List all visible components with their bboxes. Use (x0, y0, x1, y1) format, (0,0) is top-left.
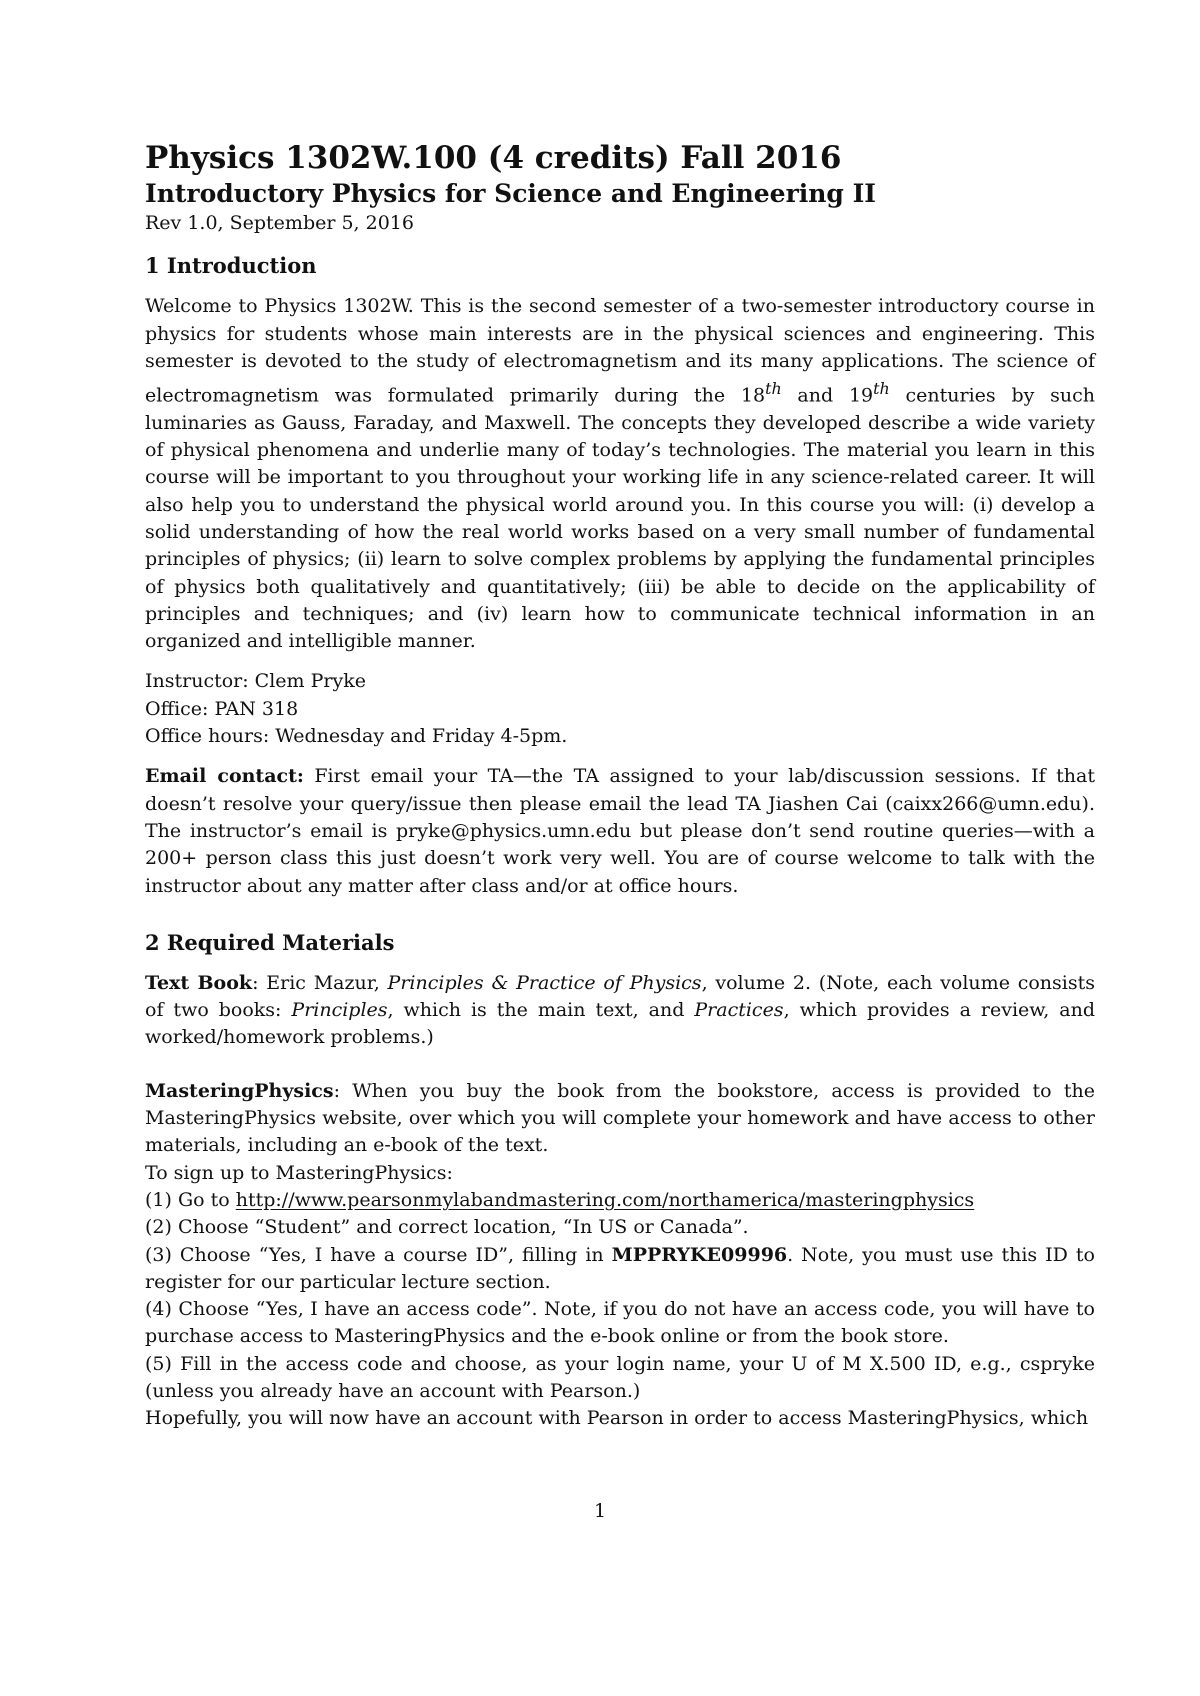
revision-line: Rev 1.0, September 5, 2016 (145, 212, 414, 234)
intro-paragraph: Welcome to Physics 1302W. This is the second semester of a two-semester introductory course in physics for students whose main interests are in the physical sciences and engineering. This semester is devoted to the study of electromagnetism and its many applications. The science of electromagnetism was formulated primarily during the 18th and 19th centuries by such luminaries as Gauss, Faraday, and Maxwell. The concepts they developed describe a wide variety of physical phenomena and underlie many of today’s technologies. The material you learn in this course will be important to you throughout your working life in any science-related career. It will also help you to understand the physical world around you. In this course you will: (i) develop a solid understanding of how the real world works based on a very small number of fundamental principles of physics; (ii) learn to solve complex problems by applying the fundamental principles of physics both qualitatively and quantitatively; (iii) be able to decide on the applicability of principles and techniques; and (iv) learn how to communicate technical information in an organized and intelligible manner. (145, 295, 1095, 653)
signup-step-5: (5) Fill in the access code and choose, as your login name, your U of M X.500 ID, e.g., cspryke (unless you already have an account with Pearson.) (145, 1352, 1095, 1403)
instructor-name: Instructor: Clem Pryke (145, 670, 366, 693)
signup-closing: Hopefully, you will now have an account with Pearson in order to access MasteringPhysics, which (145, 1407, 1089, 1430)
page-number: 1 (593, 1500, 607, 1522)
section-heading-materials: 2 Required Materials (145, 929, 395, 955)
masteringphysics-label: MasteringPhysics (145, 1079, 334, 1102)
email-contact-label: Email contact: (145, 765, 304, 788)
signup-step-3: (3) Choose “Yes, I have a course ID”, filling in MPPRYKE09996. Note, you must use this ID to register for our particular lecture section. (145, 1243, 1095, 1293)
textbook-title: Principles & Practice of Physics (387, 971, 702, 994)
document-subtitle: Introductory Physics for Science and Engineering II (145, 179, 877, 208)
instructor-info (145, 668, 1095, 750)
course-id: MPPRYKE09996 (611, 1243, 788, 1266)
textbook-paragraph: Text Book: Eric Mazur, Principles & Practice of Physics, volume 2. (Note, each volume consists of two books: Principles, which is the main text, and Practices, which provides a review, and worked/homework problems.) (145, 971, 1095, 1049)
masteringphysics-paragraph: MasteringPhysics: When you buy the book from the bookstore, access is provided to the MasteringPhysics website, over which you will complete your homework and have access to other materials, including an e-book of the text. (145, 1079, 1095, 1157)
masteringphysics-link[interactable]: http://www.pearsonmylabandmastering.com/northamerica/masteringphysics (235, 1188, 975, 1211)
office-location: Office: PAN 318 (145, 697, 299, 720)
superscript-th: th (873, 379, 890, 399)
signup-steps (145, 1160, 1095, 1433)
section-heading-introduction: 1 Introduction (145, 253, 317, 279)
office-hours: Office hours: Wednesday and Friday 4-5pm. (145, 725, 568, 748)
email-contact-paragraph: Email contact: First email your TA—the TA assigned to your lab/discussion sessions. If that doesn’t resolve your query/issue then please email the lead TA Jiashen Cai (caixx266@umn.edu). The instructor’s email is pryke@physics.umn.edu but please don’t send routine queries—with a 200+ person class this just doesn’t work very well. You are of course welcome to talk with the instructor about any matter after class and/or at office hours. (145, 765, 1095, 897)
signup-step-4: (4) Choose “Yes, I have an access code”. Note, if you do not have an access code, you will have to purchase access to MasteringPhysics and the e-book online or from the book store. (145, 1298, 1095, 1348)
textbook-label: Text Book (145, 971, 253, 994)
signup-step-2: (2) Choose “Student” and correct location, “In US or Canada”. (145, 1216, 749, 1239)
signup-step-1: (1) Go to http://www.pearsonmylabandmastering.com/northamerica/masteringphysics (145, 1188, 975, 1211)
document-page (145, 138, 1095, 1433)
superscript-th: th (765, 379, 782, 399)
document-title: Physics 1302W.100 (4 credits) Fall 2016 (145, 140, 842, 176)
signup-intro: To sign up to MasteringPhysics: (145, 1161, 453, 1184)
